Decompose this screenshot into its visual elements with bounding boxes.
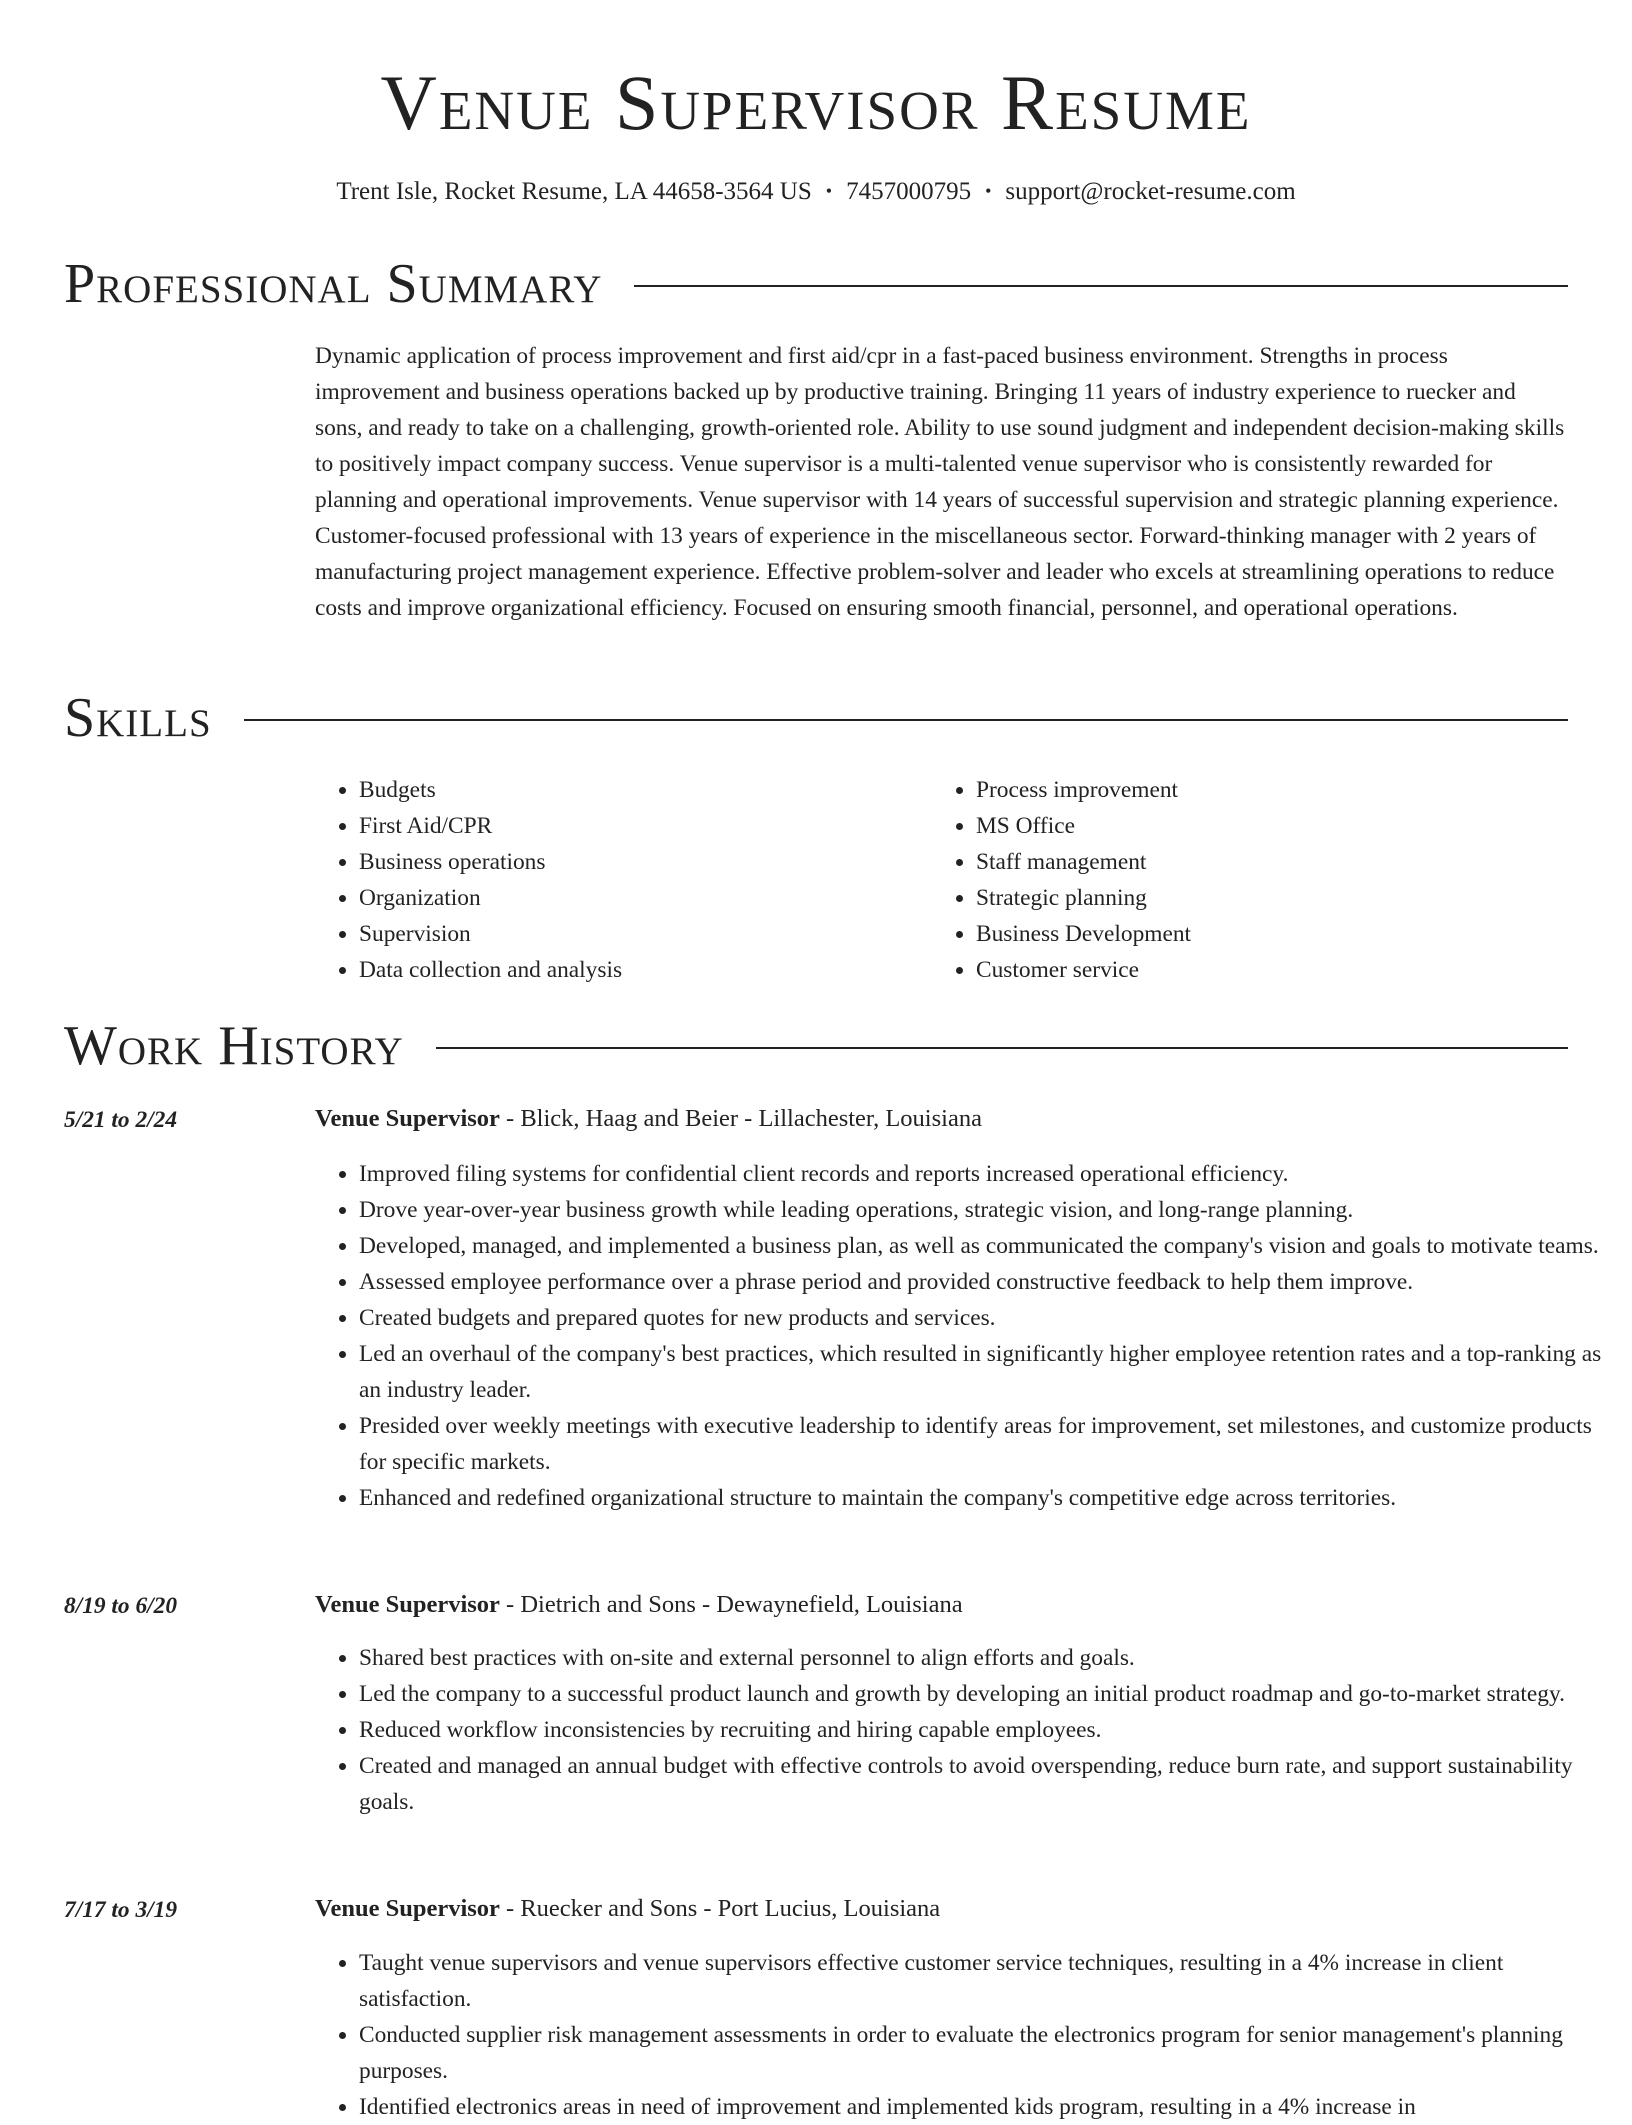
contact-line bbox=[0, 174, 1632, 209]
contact-email: support@rocket-resume.com bbox=[1005, 178, 1296, 205]
skills-section-header bbox=[64, 686, 1568, 750]
job-bullet: • Drove year-over-year business growth while leading operations, strategic vision, and long-range planning. bbox=[359, 1192, 1612, 1228]
skill-item: • MS Office bbox=[976, 808, 1536, 844]
job-bullet-list bbox=[315, 1156, 1612, 1516]
summary-section-header bbox=[64, 252, 1568, 316]
skills-list-right bbox=[932, 772, 1536, 988]
job-bullet: • Shared best practices with on-site and external personnel to align efforts and goals. bbox=[359, 1640, 1612, 1676]
job-employer: - Dietrich and Sons - Dewaynefield, Louisiana bbox=[499, 1591, 963, 1618]
job-role: Venue Supervisor bbox=[315, 1895, 500, 1922]
job-bullet: • Developed, managed, and implemented a business plan, as well as communicated the company's vision and goals to motivate teams. bbox=[359, 1228, 1612, 1264]
contact-separator: • bbox=[825, 181, 833, 201]
job-bullet: • Enhanced and redefined organizational structure to maintain the company's competitive edge across territories. bbox=[359, 1480, 1612, 1516]
job-bullet-list bbox=[315, 1640, 1612, 1820]
skill-item: • First Aid/CPR bbox=[359, 808, 919, 844]
job-bullet: • Reduced workflow inconsistencies by recruiting and hiring capable employees. bbox=[359, 1712, 1612, 1748]
skill-item: • Process improvement bbox=[976, 772, 1536, 808]
job-heading bbox=[315, 1587, 1568, 1623]
skill-item: • Business Development bbox=[976, 916, 1536, 952]
job-bullet: • Conducted supplier risk management assessments in order to evaluate the electronics program for senior management's planning purposes. bbox=[359, 2017, 1612, 2089]
job-bullet-list bbox=[315, 1945, 1612, 2125]
section-divider bbox=[436, 1047, 1568, 1049]
work-section-header bbox=[64, 1014, 1568, 1078]
job-bullet: • Created and managed an annual budget with effective controls to avoid overspending, reduce burn rate, and support sustainability goals. bbox=[359, 1748, 1612, 1820]
job-heading bbox=[315, 1891, 1568, 1927]
job-bullet: • Led an overhaul of the company's best practices, which resulted in significantly higher employee retention rates and a top-ranking as an industry leader. bbox=[359, 1336, 1612, 1408]
skills-section-title: Skills bbox=[64, 687, 212, 749]
contact-phone: 7457000795 bbox=[846, 178, 972, 205]
skill-item: • Supervision bbox=[359, 916, 919, 952]
summary-text: Dynamic application of process improvement and first aid/cpr in a fast-paced business environment. Strengths in process improvement and business operations backed up by productive training. Bringing 11 years of industry experience to ruecker and sons, and ready to take on a challenging, growth-oriented role. Ability to use sound judgment and independent decision-making skills to positively impact company success. Venue supervisor is a multi-talented venue supervisor who is consistently rewarded for planning and operational improvements. Venue supervisor with 14 years of successful supervision and strategic planning experience. Customer-focused professional with 13 years of experience in the miscellaneous sector. Forward-thinking manager with 2 years of manufacturing project management experience. Effective problem-solver and leader who excels at streamlining operations to reduce costs and improve organizational efficiency. Focused on ensuring smooth financial, personnel, and operational operations. bbox=[315, 343, 1565, 621]
job-dates: 8/19 to 6/20 bbox=[64, 1593, 178, 1619]
skill-item: • Business operations bbox=[359, 844, 919, 880]
job-employer: - Blick, Haag and Beier - Lillachester, Louisiana bbox=[499, 1105, 982, 1132]
section-divider bbox=[244, 719, 1568, 721]
job-dates: 7/17 to 3/19 bbox=[64, 1897, 178, 1923]
job-heading bbox=[315, 1101, 1568, 1137]
skill-item: • Organization bbox=[359, 880, 919, 916]
job-bullet: • Presided over weekly meetings with executive leadership to identify areas for improvement, set milestones, and customize products for specific markets. bbox=[359, 1408, 1612, 1480]
skill-item: • Data collection and analysis bbox=[359, 952, 919, 988]
skill-item: • Strategic planning bbox=[976, 880, 1536, 916]
job-role: Venue Supervisor bbox=[315, 1591, 500, 1618]
skills-list-left bbox=[315, 772, 919, 988]
job-bullet: • Led the company to a successful product launch and growth by developing an initial product roadmap and go-to-market strategy. bbox=[359, 1676, 1612, 1712]
skill-item: • Budgets bbox=[359, 772, 919, 808]
contact-separator: • bbox=[985, 181, 992, 201]
job-bullet: • Identified electronics areas in need of improvement and implemented kids program, resulting in a 4% increase in bbox=[359, 2089, 1612, 2125]
job-employer: - Ruecker and Sons - Port Lucius, Louisiana bbox=[499, 1895, 941, 1922]
job-bullet: • Taught venue supervisors and venue supervisors effective customer service techniques, resulting in a 4% increase in client satisfaction. bbox=[359, 1945, 1612, 2017]
resume-title: Venue Supervisor Resume bbox=[380, 59, 1252, 146]
job-bullet: • Assessed employee performance over a phrase period and provided constructive feedback to help them improve. bbox=[359, 1264, 1612, 1300]
contact-address: Trent Isle, Rocket Resume, LA 44658-3564 US bbox=[336, 178, 812, 205]
skill-item: • Customer service bbox=[976, 952, 1536, 988]
job-bullet: • Improved filing systems for confidential client records and reports increased operational efficiency. bbox=[359, 1156, 1612, 1192]
job-bullet: • Created budgets and prepared quotes for new products and services. bbox=[359, 1300, 1612, 1336]
job-dates: 5/21 to 2/24 bbox=[64, 1107, 178, 1133]
job-role: Venue Supervisor bbox=[315, 1105, 500, 1132]
summary-section-title: Professional Summary bbox=[64, 253, 603, 315]
skill-item: • Staff management bbox=[976, 844, 1536, 880]
work-section-title: Work History bbox=[64, 1015, 404, 1077]
section-divider bbox=[634, 285, 1568, 287]
